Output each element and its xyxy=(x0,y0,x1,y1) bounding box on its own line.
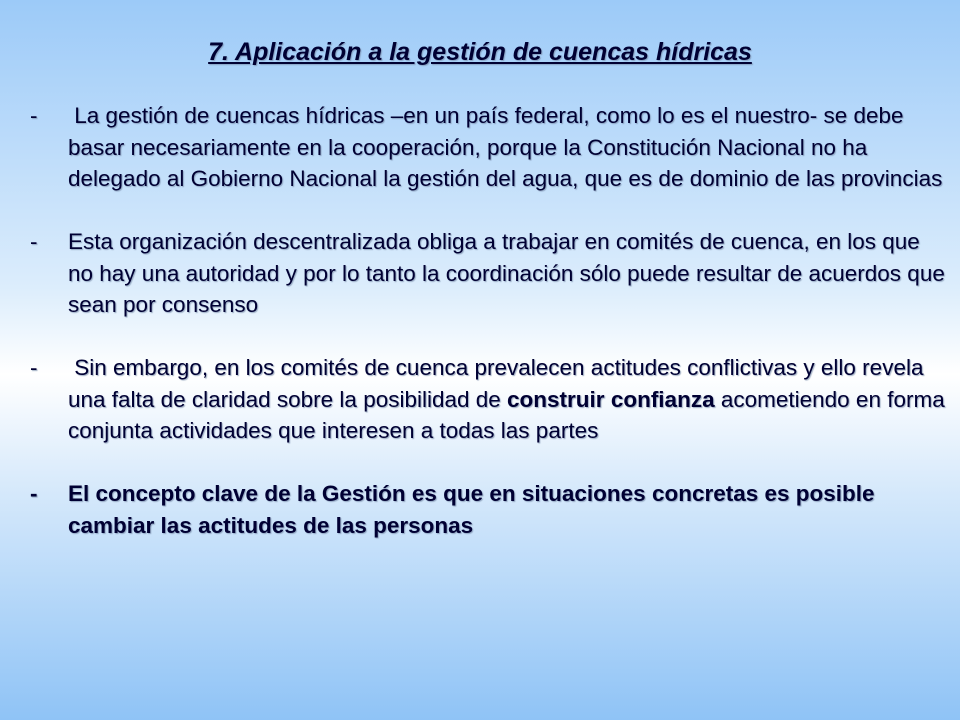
bullet-marker: - xyxy=(30,229,38,254)
bullet-list xyxy=(30,100,950,541)
bullet-marker: - xyxy=(30,481,38,506)
bullet-text: El concepto clave de la Gestión es que en situaciones concretas es posible cambiar las actitudes de las personas xyxy=(68,481,875,538)
bullet-item xyxy=(30,226,950,321)
bullet-text: La gestión de cuencas hídricas –en un país federal, como lo es el nuestro- se debe basar necesariamente en la cooperación, porque la Constitución Nacional no ha delegado al Gobierno Nacional la gestión del agua, que es de dominio de las provincias xyxy=(68,103,943,191)
bullet-text xyxy=(68,355,951,443)
slide-title: 7. Aplicación a la gestión de cuencas hídricas xyxy=(208,38,752,66)
bullet-item xyxy=(30,100,950,195)
bullet-item xyxy=(30,352,950,447)
bullet-marker: - xyxy=(30,355,38,380)
bullet-marker: - xyxy=(30,103,38,128)
bullet-text-emphasis: construir confianza xyxy=(507,386,715,412)
bullet-text: Esta organización descentralizada obliga a trabajar en comités de cuenca, en los que no hay una autoridad y por lo tanto la coordinación sólo puede resultar de acuerdos que sean por consenso xyxy=(68,229,945,317)
bullet-item-key-concept xyxy=(30,478,950,541)
bullet-text-part: acometiendo en forma conjunta actividades que interesen a todas las partes xyxy=(68,386,951,443)
bullet-text-part: Sin embargo, en los comités de cuenca prevalecen actitudes conflictivas y ello revela una falta de claridad sobre la posibilidad de xyxy=(68,355,930,412)
